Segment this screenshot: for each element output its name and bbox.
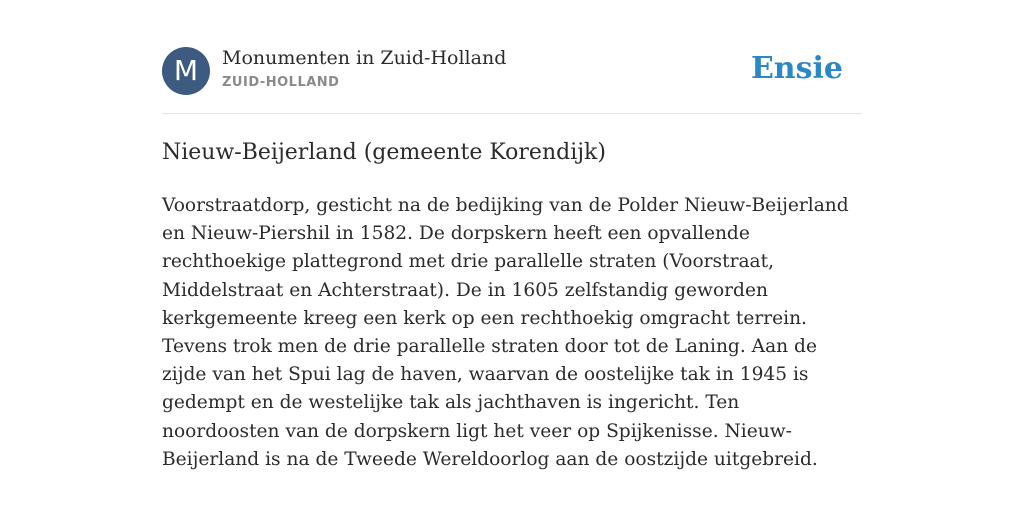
site-title[interactable]: Monumenten in Zuid-Holland xyxy=(222,47,507,69)
article-title: Nieuw-Beijerland (gemeente Korendijk) xyxy=(162,140,606,165)
site-subtitle: ZUID-HOLLAND xyxy=(222,75,340,90)
header xyxy=(162,46,862,114)
avatar[interactable]: M xyxy=(162,47,210,95)
article-body: Voorstraatdorp, gesticht na de bedijking van de Polder Nieuw-Beijerland en Nieuw-Piershil in 1582. De dorpskern heeft een opvallende rechthoekige plattegrond met drie parallelle straten (Voorstraat, Middelstraat en Achterstraat). De in 1605 zelfstandig geworden kerkgemeente kreeg een kerk op een rechthoekig omgracht terrein. Tevens trok men de drie parallelle straten door tot de Laning. Aan de zijde van het Spui lag de haven, waarvan de oostelijke tak in 1945 is gedempt en de westelijke tak als jachthaven is ingericht. Ten noordoosten van de dorpskern ligt het veer op Spijkenisse. Nieuw-Beijerland is na de Tweede Wereldoorlog aan de oostzijde uitgebreid. xyxy=(162,195,849,470)
brand-logo[interactable]: Ensie xyxy=(750,51,843,86)
card xyxy=(162,46,862,474)
